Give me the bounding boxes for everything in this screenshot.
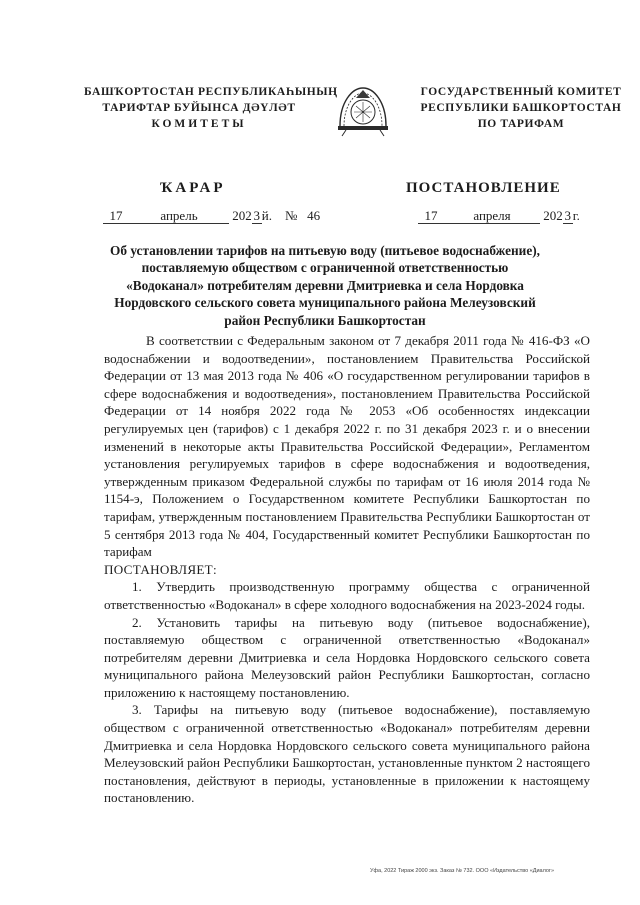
document-title xyxy=(90,242,560,329)
date-year-prefix: 202 xyxy=(232,208,252,223)
print-footer: Уфа, 2022 Тираж 2000 экз. Заказ № 732. ООО «Издательство «Диалог» xyxy=(370,868,555,874)
header-left-line: БАШҠОРТОСТАН РЕСПУБЛИКАҺЫНЫҢ xyxy=(84,86,338,98)
title-line: район Республики Башкортостан xyxy=(224,312,426,328)
document-body xyxy=(104,332,590,807)
date-year-suffix: г. xyxy=(572,208,580,223)
doc-number: 46 xyxy=(307,208,321,223)
title-line: «Водоканал» потребителям деревни Дмитриевка и села Нордовка xyxy=(126,277,524,293)
title-line: Об установлении тарифов на питьевую воду (питьевое водоснабжение), xyxy=(110,243,540,258)
number-label: № xyxy=(284,208,298,223)
date-month: апрель xyxy=(129,209,229,224)
item-paragraph-1: 1. Утвердить производственную программу общества с ограниченной ответственностью «Водоканал» в сфере холодного водоснабжения на 2023-2024 годы. xyxy=(104,579,590,612)
header-right-line: ГОСУДАРСТВЕННЫЙ КОМИТЕТ xyxy=(420,86,622,98)
date-year-suffix: й. xyxy=(261,208,272,223)
doc-type-russian: ПОСТАНОВЛЕНИЕ xyxy=(406,180,561,196)
bashkortostan-emblem-icon xyxy=(334,80,392,138)
title-line: Нордовского сельского совета муниципального района Мелеузовский xyxy=(114,295,536,311)
date-year-digit: 3 xyxy=(253,208,260,223)
date-month: апреля xyxy=(444,209,540,224)
date-year-prefix: 202 xyxy=(543,208,563,223)
date-day: 17 xyxy=(418,209,444,224)
preamble-paragraph: В соответствии с Федеральным законом от 7 декабря 2011 года № 416-ФЗ «О водоснабжении и водоотведении», постановлением Правительства Российской Федерации от 13 мая 2013 года № 406 «О государственном регулировании тарифов в сфере водоснабжения и водоотведения», постановлением Правительства Российской Федерации от 14 ноября 2022 года № 2053 «Об особенностях индексации регулируемых цен (тарифов) с 1 декабря 2022 г. по 31 декабря 2023 г. и о внесении изменений в некоторые акты Правительства Российской Федерации», Регламентом установления регулируемых тарифов в сфере водоснабжения и водоотведения, утвержденным приказом Федеральной службы по тарифам от 16 июля 2014 года № 1154-э, Положением о Государственном комитете Республики Башкортостан по тарифам, утвержденным постановлением Правительства Республики Башкортостан от 5 сентября 2013 года № 404, Государственный комитет Республики Башкортостан по тарифам xyxy=(104,333,590,560)
header-left-bashkir xyxy=(84,84,338,132)
date-day: 17 xyxy=(103,209,129,224)
item-paragraph-2: 2. Установить тарифы на питьевую воду (питьевое водоснабжение), поставляемую обществом с ограниченной ответственностью «Водоканал» потребителям деревни Дмитриевка и села Нордовка Нордовского сельского совета муниципального района Мелеузовский район Республики Башкортостан, согласно приложению к настоящему постановлению. xyxy=(104,614,590,700)
header-left-line: ТАРИФТАР БУЙЫНСА ДӘҮЛӘТ xyxy=(102,102,296,114)
resolves-heading: ПОСТАНОВЛЯЕТ: xyxy=(104,561,217,577)
header-right-line: РЕСПУБЛИКИ БАШКОРТОСТАН xyxy=(420,102,622,114)
header-right-line: ПО ТАРИФАМ xyxy=(477,118,565,130)
doc-type-bashkir: ҠАРАР xyxy=(160,180,226,196)
header-right-russian xyxy=(406,84,636,132)
date-line-left xyxy=(103,208,320,224)
date-year-digit: 3 xyxy=(564,208,571,223)
date-line-right xyxy=(418,208,580,224)
item-paragraph-3: 3. Тарифы на питьевую воду (питьевое водоснабжение), поставляемую обществом с ограниченной ответственностью «Водоканал» потребителям деревни Дмитриевка и села Нордовка Нордовского сельского совета муниципального района Мелеузовский район Республики Башкортостан, установленные пунктом 2 настоящего постановления, действуют в периоды, установленные в приложении к настоящему постановлению. xyxy=(104,702,590,806)
header-left-line: КОМИТЕТЫ xyxy=(151,118,247,130)
title-line: поставляемую обществом с ограниченной ответственностью xyxy=(141,260,509,276)
